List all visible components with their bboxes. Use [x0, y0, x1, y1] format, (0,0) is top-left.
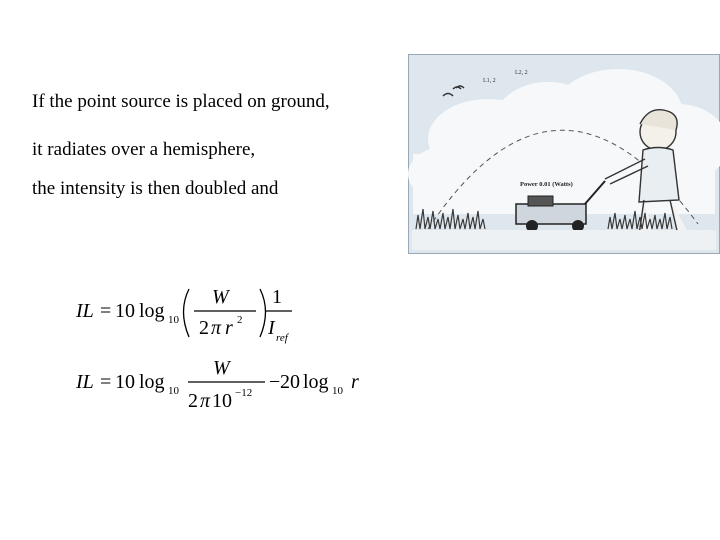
eq1-den2-sub: ref	[276, 332, 288, 344]
eq2-numerator: W	[213, 357, 230, 379]
eq1-den-2: 2	[199, 317, 209, 339]
equation-hemisphere-intensity	[70, 281, 390, 351]
eq2-var: r	[351, 371, 359, 393]
eq2-minus: −	[269, 371, 281, 393]
eq1-den-pi: π	[211, 317, 222, 339]
eq2-equals: =	[100, 371, 112, 393]
eq1-den-exp: 2	[237, 314, 243, 326]
eq1-coef: 10	[115, 300, 135, 322]
eq2-den-pi: π	[200, 390, 211, 412]
text-line-3: the intensity is then doubled and	[32, 178, 279, 199]
equation-reference-intensity	[70, 352, 390, 422]
eq1-numerator: W	[212, 286, 229, 308]
text-line-1: If the point source is placed on ground,	[32, 91, 330, 112]
eq1-log: log	[139, 300, 165, 322]
eq2-log2: log	[303, 371, 329, 393]
label-a: L1, 2	[483, 78, 496, 84]
eq2-den-ten: 10	[212, 390, 232, 412]
eq2-log-base: 10	[168, 385, 179, 397]
eq1-log-base: 10	[168, 314, 179, 326]
eq2-log: log	[139, 371, 165, 393]
eq2-log2-base: 10	[332, 385, 343, 397]
eq1-den2: I	[268, 317, 275, 339]
power-caption: Power 0.01 (Watts)	[520, 181, 573, 188]
eq2-coef2: 20	[280, 371, 300, 393]
eq2-coef: 10	[115, 371, 135, 393]
eq1-right-paren	[260, 289, 266, 337]
eq2-lhs: IL	[76, 371, 94, 393]
eq2-den-exp: −12	[235, 387, 253, 399]
lawnmower-illustration	[408, 54, 720, 254]
eq1-den-r: r	[225, 317, 233, 339]
eq1-left-paren	[184, 289, 190, 337]
text-line-2: it radiates over a hemisphere,	[32, 139, 256, 160]
eq1-numerator-2: 1	[272, 286, 282, 308]
ground	[412, 230, 716, 250]
eq1-equals: =	[100, 300, 112, 322]
label-b: L2, 2	[515, 70, 528, 76]
eq2-den-2: 2	[188, 390, 198, 412]
eq1-lhs: IL	[76, 300, 94, 322]
